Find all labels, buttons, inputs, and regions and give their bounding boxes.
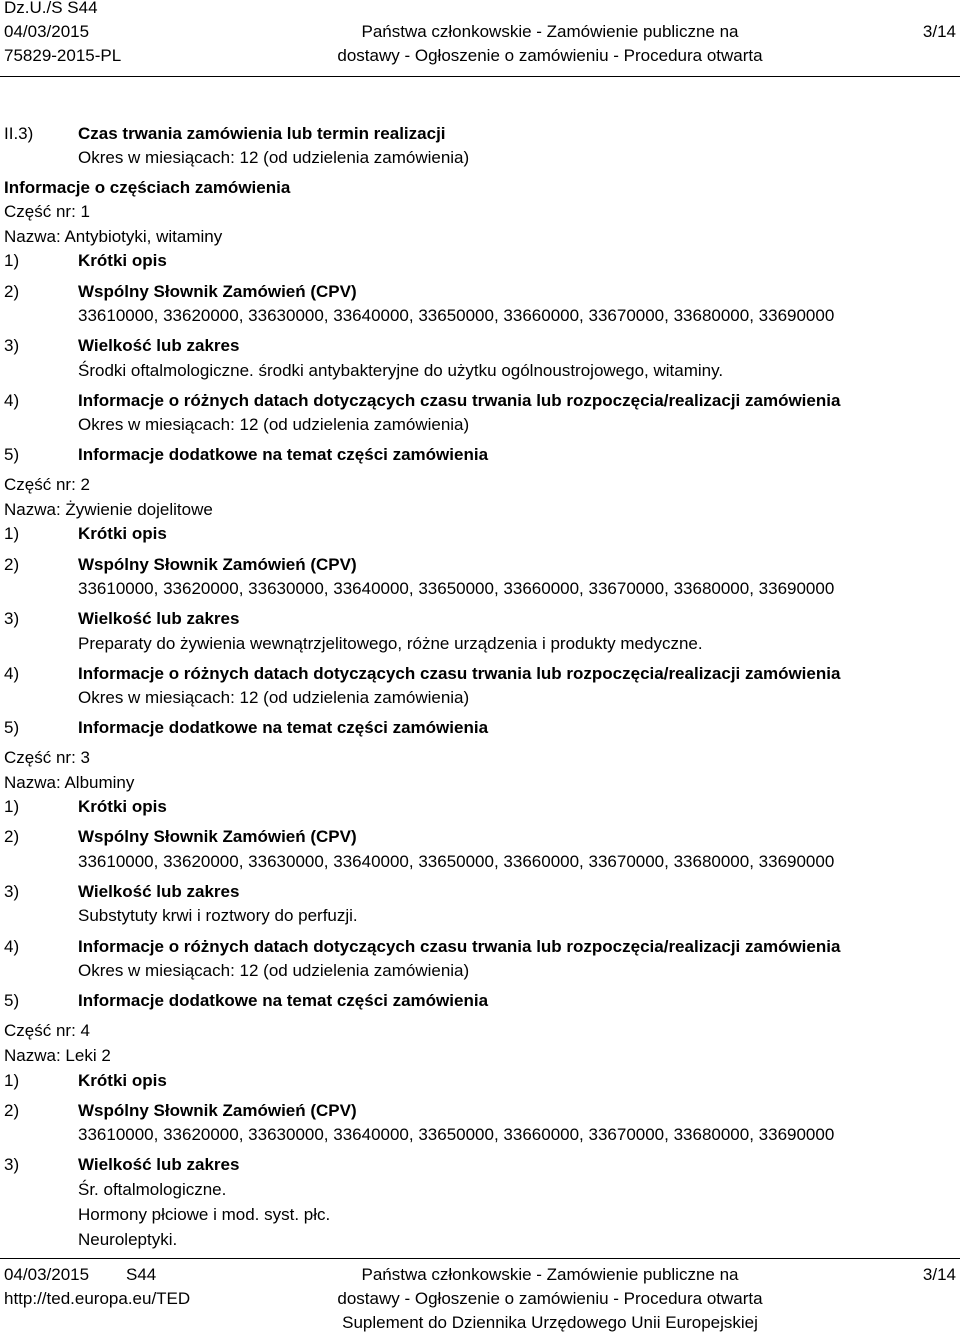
ted-link[interactable]: http://ted.europa.eu/TED: [4, 1289, 191, 1308]
section-number: II.3): [4, 124, 34, 143]
quantity-label: Wielkość lub zakres: [78, 336, 240, 355]
journal-ref: Dz.U./S S44: [4, 0, 98, 17]
quantity-text: Substytuty krwi i roztwory do perfuzji.: [78, 906, 358, 925]
item-number: 5): [4, 991, 20, 1010]
section-heading: Czas trwania zamówienia lub termin realizacji: [78, 124, 446, 143]
item-number: 3): [4, 882, 20, 901]
additional-info-label: Informacje dodatkowe na temat części zamówienia: [78, 718, 489, 737]
item-number: 2): [4, 1101, 20, 1120]
dates-value: Okres w miesiącach: 12 (od udzielenia zamówienia): [78, 688, 470, 707]
item-number: 4): [4, 664, 20, 683]
item-number: 1): [4, 524, 20, 543]
lot-number: Część nr: 2: [4, 475, 90, 494]
section-value: Okres w miesiącach: 12 (od udzielenia zamówienia): [78, 148, 470, 167]
header-title-line1: Państwa członkowskie - Zamówienie publiczne na: [361, 22, 739, 41]
footer-title-line2: dostawy - Ogłoszenie o zamówieniu - Procedura otwarta: [337, 1289, 763, 1308]
quantity-text: Hormony płciowe i mod. syst. płc.: [78, 1205, 331, 1224]
item-number: 1): [4, 797, 20, 816]
quantity-text: Śr. oftalmologiczne.: [78, 1180, 227, 1199]
item-number: 2): [4, 555, 20, 574]
additional-info-label: Informacje dodatkowe na temat części zamówienia: [78, 445, 489, 464]
cpv-codes: 33610000, 33620000, 33630000, 33640000, 33650000, 33660000, 33670000, 33680000, 33690000: [78, 1125, 835, 1144]
lot-name: Nazwa: Żywienie dojelitowe: [4, 500, 213, 519]
footer-divider: [0, 1258, 960, 1259]
additional-info-label: Informacje dodatkowe na temat części zamówienia: [78, 991, 489, 1010]
footer-journal: S44: [126, 1265, 157, 1284]
item-number: 3): [4, 336, 20, 355]
dates-label: Informacje o różnych datach dotyczących czasu trwania lub rozpoczęcia/realizacji zamówienia: [78, 937, 841, 956]
cpv-codes: 33610000, 33620000, 33630000, 33640000, 33650000, 33660000, 33670000, 33680000, 33690000: [78, 852, 835, 871]
header-date: 04/03/2015: [4, 22, 90, 41]
item-number: 3): [4, 1155, 20, 1174]
item-number: 2): [4, 282, 20, 301]
lot-name: Nazwa: Antybiotyki, witaminy: [4, 227, 223, 246]
quantity-text: Preparaty do żywienia wewnątrzjelitowego, różne urządzenia i produkty medyczne.: [78, 634, 703, 653]
lot-number: Część nr: 3: [4, 748, 90, 767]
short-description-label: Krótki opis: [78, 1071, 167, 1090]
item-number: 3): [4, 609, 20, 628]
header-page-number: 3/14: [922, 22, 956, 41]
lots-heading: Informacje o częściach zamówienia: [4, 178, 291, 197]
quantity-label: Wielkość lub zakres: [78, 882, 240, 901]
dates-value: Okres w miesiącach: 12 (od udzielenia zamówienia): [78, 961, 470, 980]
item-number: 1): [4, 1071, 20, 1090]
quantity-label: Wielkość lub zakres: [78, 1155, 240, 1174]
item-number: 1): [4, 251, 20, 270]
lot-number: Część nr: 1: [4, 202, 90, 221]
lot-number: Część nr: 4: [4, 1021, 90, 1040]
cpv-label: Wspólny Słownik Zamówień (CPV): [78, 827, 357, 846]
dates-label: Informacje o różnych datach dotyczących czasu trwania lub rozpoczęcia/realizacji zamówienia: [78, 664, 841, 683]
header-divider: [0, 76, 960, 77]
quantity-text: Neuroleptyki.: [78, 1230, 178, 1249]
lot-name: Nazwa: Albuminy: [4, 773, 135, 792]
cpv-codes: 33610000, 33620000, 33630000, 33640000, 33650000, 33660000, 33670000, 33680000, 33690000: [78, 579, 835, 598]
item-number: 2): [4, 827, 20, 846]
notice-id: 75829-2015-PL: [4, 46, 122, 65]
cpv-label: Wspólny Słownik Zamówień (CPV): [78, 282, 357, 301]
item-number: 4): [4, 391, 20, 410]
quantity-label: Wielkość lub zakres: [78, 609, 240, 628]
dates-label: Informacje o różnych datach dotyczących czasu trwania lub rozpoczęcia/realizacji zamówienia: [78, 391, 841, 410]
cpv-codes: 33610000, 33620000, 33630000, 33640000, 33650000, 33660000, 33670000, 33680000, 33690000: [78, 306, 835, 325]
item-number: 4): [4, 937, 20, 956]
short-description-label: Krótki opis: [78, 797, 167, 816]
item-number: 5): [4, 718, 20, 737]
footer-date: 04/03/2015: [4, 1265, 90, 1284]
header-title-line2: dostawy - Ogłoszenie o zamówieniu - Procedura otwarta: [337, 46, 763, 65]
item-number: 5): [4, 445, 20, 464]
footer-page-number: 3/14: [922, 1265, 956, 1284]
quantity-text: Środki oftalmologiczne. środki antybakteryjne do użytku ogólnoustrojowego, witaminy.: [78, 361, 724, 380]
short-description-label: Krótki opis: [78, 251, 167, 270]
footer-title-line1: Państwa członkowskie - Zamówienie publiczne na: [361, 1265, 739, 1284]
cpv-label: Wspólny Słownik Zamówień (CPV): [78, 555, 357, 574]
lot-name: Nazwa: Leki 2: [4, 1046, 111, 1065]
cpv-label: Wspólny Słownik Zamówień (CPV): [78, 1101, 357, 1120]
short-description-label: Krótki opis: [78, 524, 167, 543]
dates-value: Okres w miesiącach: 12 (od udzielenia zamówienia): [78, 415, 470, 434]
footer-title-line3: Suplement do Dziennika Urzędowego Unii Europejskiej: [342, 1313, 758, 1332]
